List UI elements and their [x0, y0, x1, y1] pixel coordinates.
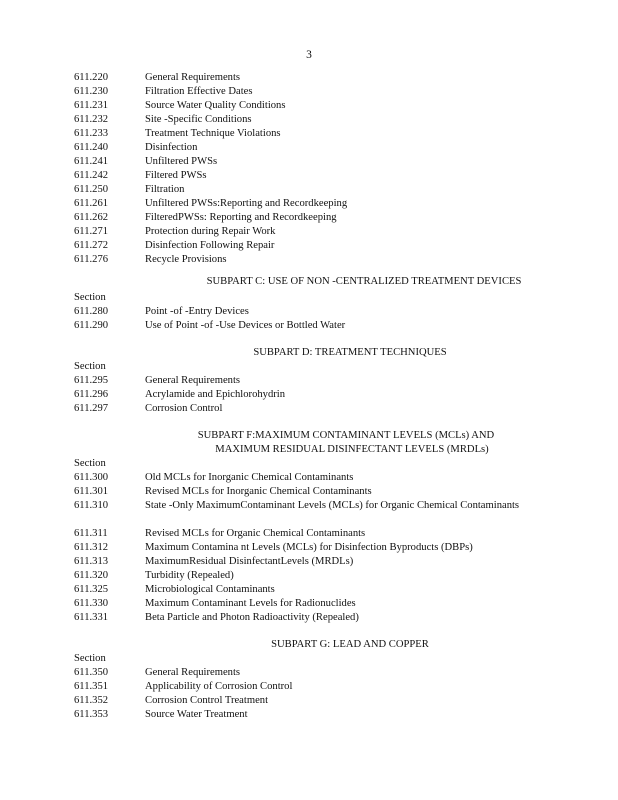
- section-entry: [74, 85, 594, 99]
- section-title: Corrosion Control: [145, 403, 223, 414]
- section-entry: [74, 183, 594, 197]
- section-number: 611.290: [74, 320, 109, 331]
- section-entry: [74, 708, 594, 722]
- section-number: 611.230: [74, 86, 109, 97]
- section-title: Acrylamide and Epichlorohydrin: [145, 389, 286, 400]
- section-title: Maximum Contaminant Levels for Radionuclides: [145, 598, 356, 609]
- section-number: 611.232: [74, 114, 109, 125]
- section-number: 611.353: [74, 709, 109, 720]
- section-number: 611.312: [74, 542, 109, 553]
- section-title: Treatment Technique Violations: [145, 128, 281, 139]
- subpart-g-section-list: [74, 666, 594, 722]
- section-entry: [74, 374, 594, 388]
- section-title: Turbidity (Repealed): [145, 570, 234, 581]
- section-number: 611.276: [74, 254, 109, 265]
- section-number: 611.233: [74, 128, 109, 139]
- section-number: 611.262: [74, 212, 109, 223]
- subpart-d-section-list: [74, 374, 594, 416]
- section-entry: [74, 402, 594, 416]
- section-entry: [74, 388, 594, 402]
- section-number: 611.351: [74, 681, 109, 692]
- section-title: Revised MCLs for Organic Chemical Contaminants: [145, 528, 366, 539]
- section-entry: [74, 305, 594, 319]
- section-title: State -Only MaximumContaminant Levels (MCLs) for Organic Chemical Contaminants: [145, 500, 520, 511]
- section-title: General Requirements: [145, 375, 241, 386]
- section-number: 611.231: [74, 100, 109, 111]
- section-number: 611.220: [74, 72, 109, 83]
- section-number: 611.240: [74, 142, 109, 153]
- section-entry: [74, 239, 594, 253]
- section-number: 611.311: [74, 528, 108, 539]
- page-number: 3: [306, 49, 312, 61]
- section-title: Maximum Contamina nt Levels (MCLs) for Disinfection Byproducts (DBPs): [145, 542, 473, 553]
- section-entry: [74, 471, 594, 485]
- section-title: MaximumResidual DisinfectantLevels (MRDLs): [145, 556, 354, 567]
- section-title: Unfiltered PWSs: [145, 156, 218, 167]
- section-title: Disinfection Following Repair: [145, 240, 275, 251]
- section-number: 611.272: [74, 240, 109, 251]
- subpart-c-section-list: [74, 305, 594, 333]
- section-title: Beta Particle and Photon Radioactivity (Repealed): [145, 612, 359, 623]
- subpart-g-heading: SUBPART G: LEAD AND COPPER: [271, 639, 429, 650]
- section-entry: [74, 211, 594, 225]
- section-title: Source Water Quality Conditions: [145, 100, 286, 111]
- section-entry: [74, 541, 594, 555]
- subpart-c-heading: SUBPART C: USE OF NON -CENTRALIZED TREATMENT DEVICES: [206, 276, 522, 287]
- subpart-b-section-list: [74, 71, 594, 267]
- section-title: Corrosion Control Treatment: [145, 695, 269, 706]
- section-title: Recycle Provisions: [145, 254, 227, 265]
- section-entry: [74, 569, 594, 583]
- subpart-f-section-list: [74, 471, 594, 625]
- section-title: Filtration: [145, 184, 185, 195]
- section-number: 611.296: [74, 389, 109, 400]
- subpart-f-heading-line1: SUBPART F:MAXIMUM CONTAMINANT LEVELS (MCLs) AND: [197, 430, 495, 441]
- section-entry: [74, 694, 594, 708]
- section-number: 611.313: [74, 556, 109, 567]
- section-entry: [74, 197, 594, 211]
- section-label: Section: [74, 361, 106, 372]
- section-label: Section: [74, 458, 106, 469]
- section-title: General Requirements: [145, 72, 241, 83]
- section-title: FilteredPWSs: Reporting and Recordkeeping: [145, 212, 337, 223]
- section-number: 611.330: [74, 598, 109, 609]
- section-entry: [74, 666, 594, 680]
- section-entry: [74, 597, 594, 611]
- section-number: 611.242: [74, 170, 109, 181]
- section-entry: [74, 611, 594, 625]
- section-label: Section: [74, 653, 106, 664]
- section-title: Protection during Repair Work: [145, 226, 276, 237]
- section-number: 611.301: [74, 486, 109, 497]
- section-number: 611.297: [74, 403, 109, 414]
- section-title: General Requirements: [145, 667, 241, 678]
- section-entry: [74, 319, 594, 333]
- section-entry: [74, 127, 594, 141]
- section-number: 611.352: [74, 695, 109, 706]
- section-entry: [74, 225, 594, 239]
- section-title: Site -Specific Conditions: [145, 114, 252, 125]
- section-entry: [74, 555, 594, 569]
- section-entry: [74, 155, 594, 169]
- section-number: 611.320: [74, 570, 109, 581]
- section-entry: [74, 485, 594, 499]
- section-number: 611.331: [74, 612, 109, 623]
- section-title: Microbiological Contaminants: [145, 584, 275, 595]
- section-title: Disinfection: [145, 142, 198, 153]
- section-entry: [74, 169, 594, 183]
- section-number: 611.250: [74, 184, 109, 195]
- section-title: Applicability of Corrosion Control: [145, 681, 293, 692]
- section-title: Filtration Effective Dates: [145, 86, 253, 97]
- section-title: Unfiltered PWSs:Reporting and Recordkeeping: [145, 198, 348, 209]
- table-of-contents: [74, 71, 594, 722]
- section-number: 611.350: [74, 667, 109, 678]
- subpart-d-heading: SUBPART D: TREATMENT TECHNIQUES: [253, 347, 447, 358]
- section-entry: [74, 113, 594, 127]
- section-entry: [74, 499, 594, 527]
- section-entry: [74, 527, 594, 541]
- section-number: 611.241: [74, 156, 109, 167]
- section-number: 611.280: [74, 306, 109, 317]
- section-number: 611.261: [74, 198, 109, 209]
- section-title: Source Water Treatment: [145, 709, 248, 720]
- section-number: 611.325: [74, 584, 109, 595]
- section-entry: [74, 680, 594, 694]
- section-label: Section: [74, 292, 106, 303]
- section-number: 611.310: [74, 500, 109, 511]
- section-entry: [74, 141, 594, 155]
- section-number: 611.295: [74, 375, 109, 386]
- section-title: Point -of -Entry Devices: [145, 306, 249, 317]
- section-entry: [74, 583, 594, 597]
- section-entry: [74, 253, 594, 267]
- section-number: 611.271: [74, 226, 109, 237]
- section-title: Filtered PWSs: [145, 170, 207, 181]
- section-entry: [74, 99, 594, 113]
- section-title: Use of Point -of -Use Devices or Bottled Water: [145, 320, 346, 331]
- section-title: Old MCLs for Inorganic Chemical Contaminants: [145, 472, 354, 483]
- subpart-f-heading-line2: MAXIMUM RESIDUAL DISINFECTANT LEVELS (MRDLs): [215, 444, 489, 455]
- section-entry: [74, 71, 594, 85]
- section-number: 611.300: [74, 472, 109, 483]
- section-title: Revised MCLs for Inorganic Chemical Contaminants: [145, 486, 372, 497]
